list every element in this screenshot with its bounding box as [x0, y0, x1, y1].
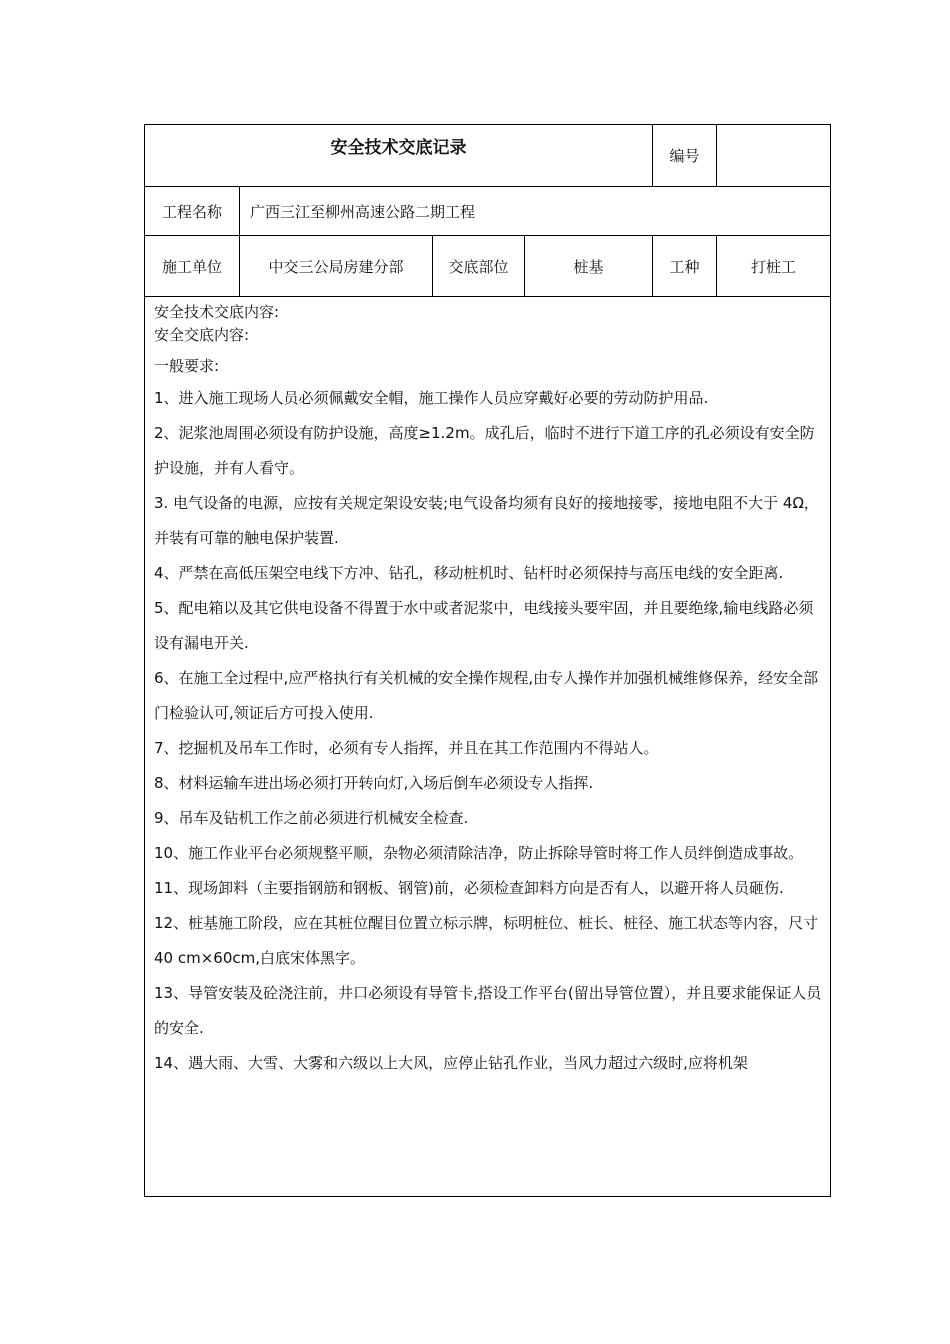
rule-item: 14、遇大雨、大雪、大雾和六级以上大风，应停止钻孔作业，当风力超过六级时,应将机架: [154, 1054, 748, 1072]
part-label: 交底部位: [448, 257, 509, 276]
rule-item: 4、严禁在高低压架空电线下方冲、钻孔，移动桩机时、钻杆时必须保持与高压电线的安全距离.: [154, 564, 784, 582]
rule-item: 2、泥浆池周围必须设有防护设施，高度≥1.2m。成孔后，临时不进行下道工序的孔必须设有安全防护设施，并有人看守。: [154, 424, 815, 477]
rule-item: 8、材料运输车进出场必须打开转向灯,入场后倒车必须设专人指挥.: [154, 774, 594, 792]
trade-value: 打桩工: [750, 257, 796, 276]
project-value: 广西三江至柳州高速公路二期工程: [250, 202, 476, 221]
unit-label: 施工单位: [161, 257, 222, 276]
safety-briefing-form: [144, 124, 831, 1197]
trade-label: 工种: [669, 257, 700, 276]
rule-item: 11、现场卸料（主要指钢筋和钢板、钢管)前，必须检查卸料方向是否有人，以避开将人员砸伤.: [154, 879, 784, 897]
rule-item: 10、施工作业平台必须规整平顺，杂物必须清除洁净，防止拆除导管时将工作人员绊倒造成事故。: [154, 844, 804, 862]
rule-item: 12、桩基施工阶段，应在其桩位醒目位置立标示牌，标明桩位、桩长、桩径、施工状态等内容，尺寸 40 cm×60cm,白底宋体黑字。: [154, 914, 819, 967]
rule-item: 1、进入施工现场人员必须佩戴安全帽，施工操作人员应穿戴好必要的劳动防护用品.: [154, 389, 709, 407]
part-value: 桩基: [573, 257, 604, 276]
rule-item: 13、导管安装及砼浇注前，井口必须设有导管卡,搭设工作平台(留出导管位置），并且要求能保证人员的安全.: [154, 984, 822, 1037]
unit-value: 中交三公局房建分部: [268, 257, 404, 276]
rule-item: 6、在施工全过程中,应严格执行有关机械的安全操作规程,由专人操作并加强机械维修保养，经安全部门检验认可,领证后方可投入使用.: [154, 669, 819, 722]
rule-item: 3. 电气设备的电源，应按有关规定架设安装;电气设备均须有良好的接地接零，接地电阻不大于 4Ω，并装有可靠的触电保护装置.: [154, 494, 819, 547]
project-label: 工程名称: [161, 202, 222, 221]
number-value: [717, 125, 830, 186]
rule-item: 5、配电箱以及其它供电设备不得置于水中或者泥浆中，电线接头要牢固，并且要绝缘,输电线路必须设有漏电开关.: [154, 599, 814, 652]
form-title: 安全技术交底记录: [330, 138, 467, 158]
content-subheading: 安全交底内容:: [154, 326, 250, 344]
content-heading: 安全技术交底内容:: [154, 303, 280, 321]
general-requirements-heading: 一般要求:: [154, 357, 220, 375]
briefing-content: [154, 301, 822, 1196]
rule-item: 7、挖掘机及吊车工作时，必须有专人指挥，并且在其工作范围内不得站人。: [154, 739, 659, 757]
rule-item: 9、吊车及钻机工作之前必须进行机械安全检查.: [154, 809, 469, 827]
number-label: 编号: [669, 147, 700, 165]
row-divider-3: [145, 296, 830, 297]
